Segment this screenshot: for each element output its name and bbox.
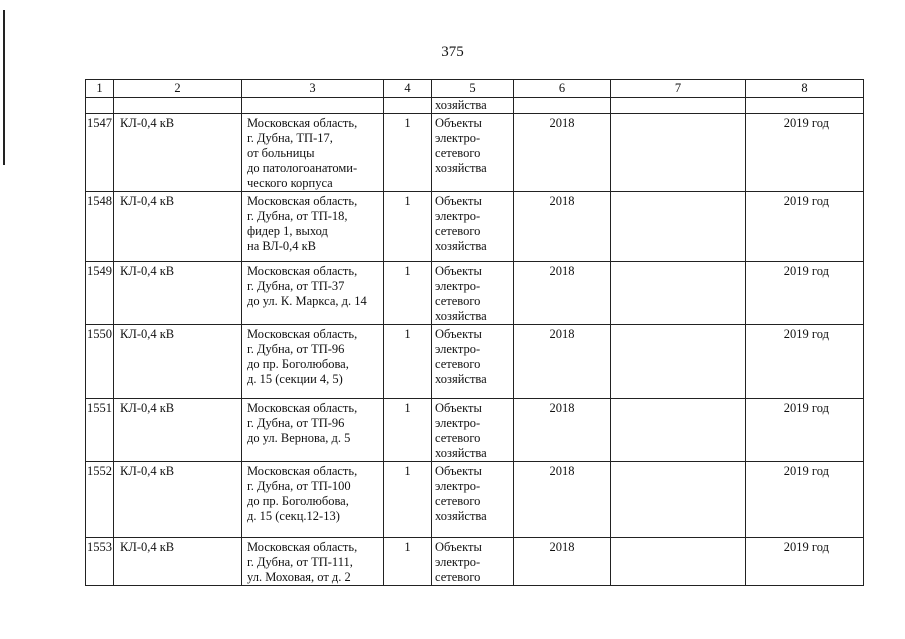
column-7-cell bbox=[611, 325, 746, 399]
binding-mark bbox=[3, 10, 5, 165]
object-name: КЛ-0,4 кВ bbox=[114, 114, 242, 192]
page-number: 375 bbox=[441, 44, 464, 60]
object-type: Объекты электро- сетевого хозяйства bbox=[432, 325, 514, 399]
table-row bbox=[86, 262, 864, 325]
object-address: Московская область, г. Дубна, от ТП-100 до пр. Боголюбова, д. 15 (секц.12-13) bbox=[242, 462, 384, 538]
period-cell: 2019 год bbox=[746, 399, 864, 462]
header-cell: 7 bbox=[611, 80, 746, 98]
header-cell: 4 bbox=[384, 80, 432, 98]
year-cell: 2018 bbox=[514, 114, 611, 192]
row-number: 1547 bbox=[86, 114, 114, 192]
table-row bbox=[86, 114, 864, 192]
object-name: КЛ-0,4 кВ bbox=[114, 262, 242, 325]
year-cell: 2018 bbox=[514, 399, 611, 462]
header-row bbox=[86, 80, 864, 98]
column-7-cell bbox=[611, 538, 746, 586]
object-address: Московская область, г. Дубна, от ТП-37 до ул. К. Маркса, д. 14 bbox=[242, 262, 384, 325]
period-cell: 2019 год bbox=[746, 114, 864, 192]
table-row bbox=[86, 192, 864, 262]
table-row bbox=[86, 399, 864, 462]
header-cell: 1 bbox=[86, 80, 114, 98]
column-7-cell bbox=[611, 192, 746, 262]
header-cell: 3 bbox=[242, 80, 384, 98]
quantity: 1 bbox=[384, 262, 432, 325]
year-cell: 2018 bbox=[514, 192, 611, 262]
object-address: Московская область, г. Дубна, от ТП-96 до ул. Вернова, д. 5 bbox=[242, 399, 384, 462]
object-address: Московская область, г. Дубна, ТП-17, от больницы до патологоанатоми- ческого корпуса bbox=[242, 114, 384, 192]
object-type: Объекты электро- сетевого хозяйства bbox=[432, 262, 514, 325]
object-address: Московская область, г. Дубна, от ТП-96 до пр. Боголюбова, д. 15 (секции 4, 5) bbox=[242, 325, 384, 399]
period-cell: 2019 год bbox=[746, 538, 864, 586]
column-7-cell bbox=[611, 262, 746, 325]
column-7-cell bbox=[611, 462, 746, 538]
quantity: 1 bbox=[384, 325, 432, 399]
object-type: Объекты электро- сетевого хозяйства bbox=[432, 399, 514, 462]
row-number: 1549 bbox=[86, 262, 114, 325]
object-name: КЛ-0,4 кВ bbox=[114, 462, 242, 538]
column-7-cell bbox=[611, 399, 746, 462]
quantity: 1 bbox=[384, 538, 432, 586]
row-number: 1553 bbox=[86, 538, 114, 586]
quantity: 1 bbox=[384, 399, 432, 462]
object-name: КЛ-0,4 кВ bbox=[114, 399, 242, 462]
period-cell: 2019 год bbox=[746, 325, 864, 399]
object-name: КЛ-0,4 кВ bbox=[114, 325, 242, 399]
header-cell: 2 bbox=[114, 80, 242, 98]
row-number: 1550 bbox=[86, 325, 114, 399]
row-number: 1548 bbox=[86, 192, 114, 262]
year-cell: 2018 bbox=[514, 262, 611, 325]
object-type: Объекты электро- сетевого хозяйства bbox=[432, 114, 514, 192]
continuation-row bbox=[86, 98, 864, 114]
row-number: 1552 bbox=[86, 462, 114, 538]
year-cell: 2018 bbox=[514, 538, 611, 586]
table-row bbox=[86, 325, 864, 399]
registry-table bbox=[85, 79, 864, 586]
period-cell: 2019 год bbox=[746, 192, 864, 262]
year-cell: 2018 bbox=[514, 325, 611, 399]
table-row bbox=[86, 462, 864, 538]
header-cell: 6 bbox=[514, 80, 611, 98]
quantity: 1 bbox=[384, 462, 432, 538]
object-type: Объекты электро- сетевого хозяйства bbox=[432, 192, 514, 262]
column-7-cell bbox=[611, 114, 746, 192]
object-type: Объекты электро- сетевого хозяйства bbox=[432, 462, 514, 538]
object-name: КЛ-0,4 кВ bbox=[114, 538, 242, 586]
header-cell: 5 bbox=[432, 80, 514, 98]
row-number: 1551 bbox=[86, 399, 114, 462]
quantity: 1 bbox=[384, 192, 432, 262]
quantity: 1 bbox=[384, 114, 432, 192]
period-cell: 2019 год bbox=[746, 462, 864, 538]
object-name: КЛ-0,4 кВ bbox=[114, 192, 242, 262]
object-address: Московская область, г. Дубна, от ТП-111, ул. Моховая, от д. 2 bbox=[242, 538, 384, 586]
object-address: Московская область, г. Дубна, от ТП-18, фидер 1, выход на ВЛ-0,4 кВ bbox=[242, 192, 384, 262]
object-type: Объекты электро- сетевого bbox=[432, 538, 514, 586]
period-cell: 2019 год bbox=[746, 262, 864, 325]
header-cell: 8 bbox=[746, 80, 864, 98]
continuation-cell: хозяйства bbox=[432, 98, 514, 114]
year-cell: 2018 bbox=[514, 462, 611, 538]
table-row bbox=[86, 538, 864, 586]
